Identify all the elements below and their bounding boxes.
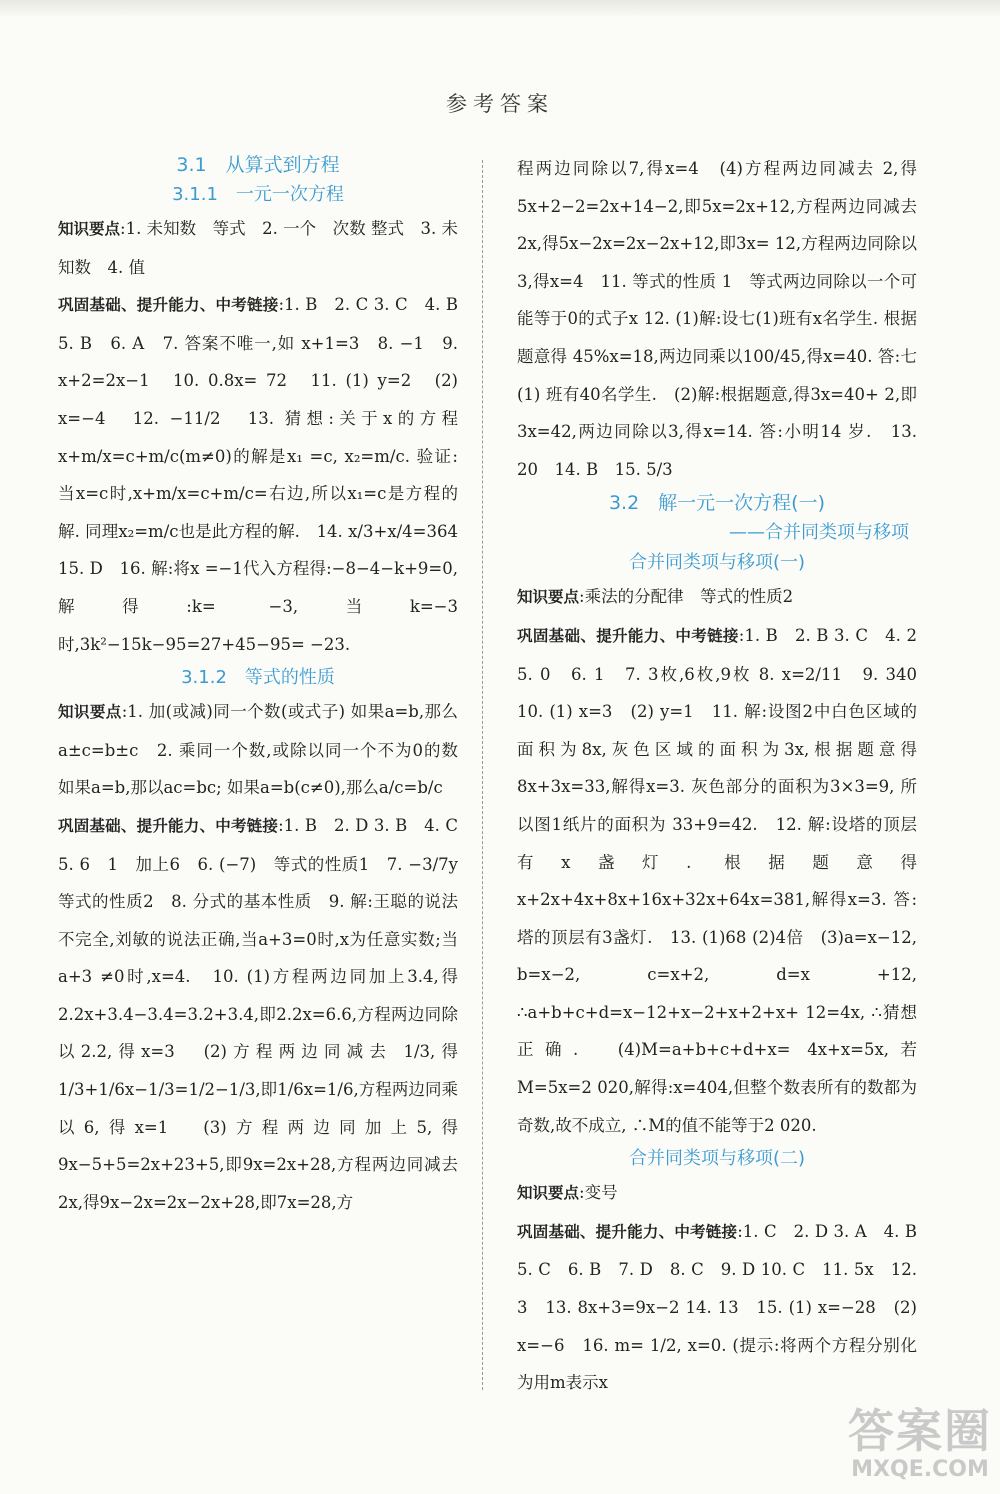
section-label: 巩固基础、提升能力、中考链接	[517, 1222, 738, 1241]
section-label: 知识要点	[517, 588, 580, 607]
subsection-title: 合并同类项与移项(一)	[628, 552, 806, 574]
section-label: 巩固基础、提升能力、中考链接	[517, 626, 739, 645]
answer-paragraph	[517, 1213, 934, 1402]
answer-text: :1. 加(或减)同一个数(或式子) 如果a=b,那么a±c=b±c 2. 乘同一个数,或除以同一个不为0的数 如果a=b,那以ac=bc; 如果a=b(c≠0),那么a/c=b/c	[58, 702, 475, 798]
watermark-logo: 答案圈	[848, 1404, 992, 1458]
subsection-title: ——合并同类项与移项	[729, 522, 909, 544]
answer-paragraph	[58, 693, 475, 807]
answer-text: :1. C 2. D 3. A 4. B 5. C 6. B 7. D 8. C 9. D 10. C 11. 5x 12. 3 13. 8x+3=9x−2 14. 13 15. (1) x=−28 (2) x=−6 16. m= 1/2, x=0. (提示:将两个方程分别化为用m表示x	[517, 1221, 934, 1393]
section-title: 3.2 解一元一次方程(一)	[608, 492, 826, 515]
answer-text: :1. B 2. C 3. C 4. B 5. B 6. A 7. 答案不唯一,如 x+1=3 8. −1 9. x+2=2x−1 10. 0.8x= 72 11. (1) y=2 (2) x=−4 12. −11/2 13. 猜想:关于x的方程x+m/x=c+m/c(m≠0)的解是x₁ =c, x₂=m/c. 验证:当x=c时,x+m/x=c+m/c=右边,所以x₁=c是方程的解. 同理x₂=m/c也是此方程的解. 14. x/3+x/4=364 15. D 16. 解:将x =−1代入方程得:−8−4−k+9=0,解得:k= −3,当k=−3时,3k²−15k−95=27+45−95= −23.	[58, 295, 475, 654]
answer-paragraph	[517, 578, 917, 617]
watermark	[848, 1405, 992, 1482]
section-label: 巩固基础、提升能力、中考链接	[58, 296, 279, 315]
answer-paragraph	[58, 210, 458, 286]
watermark-url: MXQE.COM	[851, 1457, 989, 1482]
answer-text: :1. B 2. B 3. C 4. 2 5. 0 6. 1 7. 3枚,6枚,9枚 8. x=2/11 9. 340 10. (1) x=3 (2) y=1 11. 解:设图2中白色区域的面积为8x,灰色区域的面积为3x,根据题意得8x+3x=33,解得x=3. 灰色部分的面积为3×3=9, 所以图1纸片的面积为 33+9=42. 12. 解:设塔的顶层有x盏灯. 根据题意得x+2x+4x+8x+16x+32x+64x=381,解得x=3. 答:塔的顶层有3盏灯. 13. (1)68 (2)4倍 (3)a=x−12, b=x−2, c=x+2, d=x +12, ∴a+b+c+d=x−12+x−2+x+2+x+ 12=4x, ∴猜想正确. (4)M=a+b+c+d+x= 4x+x=5x,若M=5x=2 020,解得:x=404,但整个数表所有的数都为奇数,故不成立, ∴M的值不能等于2 020.	[517, 625, 934, 1135]
column-divider	[482, 160, 483, 1390]
answer-paragraph	[517, 617, 934, 1144]
subsection-title: 3.1.2 等式的性质	[181, 667, 335, 689]
answer-text: :变号	[579, 1183, 618, 1203]
section-label: 知识要点	[58, 703, 122, 722]
subsection-title: 3.1.1 一元一次方程	[172, 184, 344, 205]
answer-paragraph	[517, 150, 923, 488]
section-label: 知识要点	[517, 1184, 580, 1203]
right-column	[517, 150, 934, 1402]
page-header: 参考答案	[446, 92, 554, 116]
answer-text: :1. 未知数 等式 2. 一个 次数 整式 3. 未知数 4. 值	[58, 219, 458, 277]
section-label: 巩固基础、提升能力、中考链接	[58, 816, 279, 835]
scan-edge	[0, 0, 1000, 18]
answer-paragraph	[58, 807, 475, 1222]
answer-text: 程两边同除以7,得x=4 (4)方程两边同减去 2,得5x+2−2=2x+14−2,即5x=2x+12,方程两边同减去2x,得5x−2x=2x−2x+12,即3x= 12,方程两边同除以3,得x=4 11. 等式的性质 1 等式两边同除以一个可能等于0的式子x 12. (1)解:设七(1)班有x名学生. 根据题意得 45%x=18,两边同乘以100/45,得x=40. 答:七(1) 班有40名学生. (2)解:根据题意,得3x=40+ 2,即3x=42,两边同除以3,得x=14. 答:小明14 岁. 13. 20 14. B 15. 5/3	[517, 159, 923, 479]
answer-paragraph	[517, 1174, 917, 1213]
answer-text: :乘法的分配律 等式的性质2	[579, 587, 794, 607]
answer-text: :1. B 2. D 3. B 4. C 5. 6 1 加上6 6. (−7) 等式的性质1 7. −3/7y 等式的性质2 8. 分式的基本性质 9. 解:王聪的说法不完全,刘敏的说法正确,当a+3=0时,x为任意实数;当a+3 ≠0时,x=4. 10. (1)方程两边同加上3.4,得 2.2x+3.4−3.4=3.2+3.4,即2.2x=6.6,方程两边同除以2.2,得x=3 (2)方程两边同减去 1/3,得1/3+1/6x−1/3=1/2−1/3,即1/6x=1/6,方程两边同乘以6,得x=1 (3)方程两边同加上5,得 9x−5+5=2x+23+5,即9x=2x+28,方程两边同减去2x,得9x−2x=2x−2x+28,即7x=28,方	[58, 815, 475, 1212]
left-column	[58, 150, 475, 1221]
section-label: 知识要点	[58, 220, 121, 238]
answer-paragraph	[58, 286, 475, 663]
section-title: 3.1 从算式到方程	[176, 154, 340, 176]
subsection-title: 合并同类项与移项(二)	[628, 1148, 806, 1170]
